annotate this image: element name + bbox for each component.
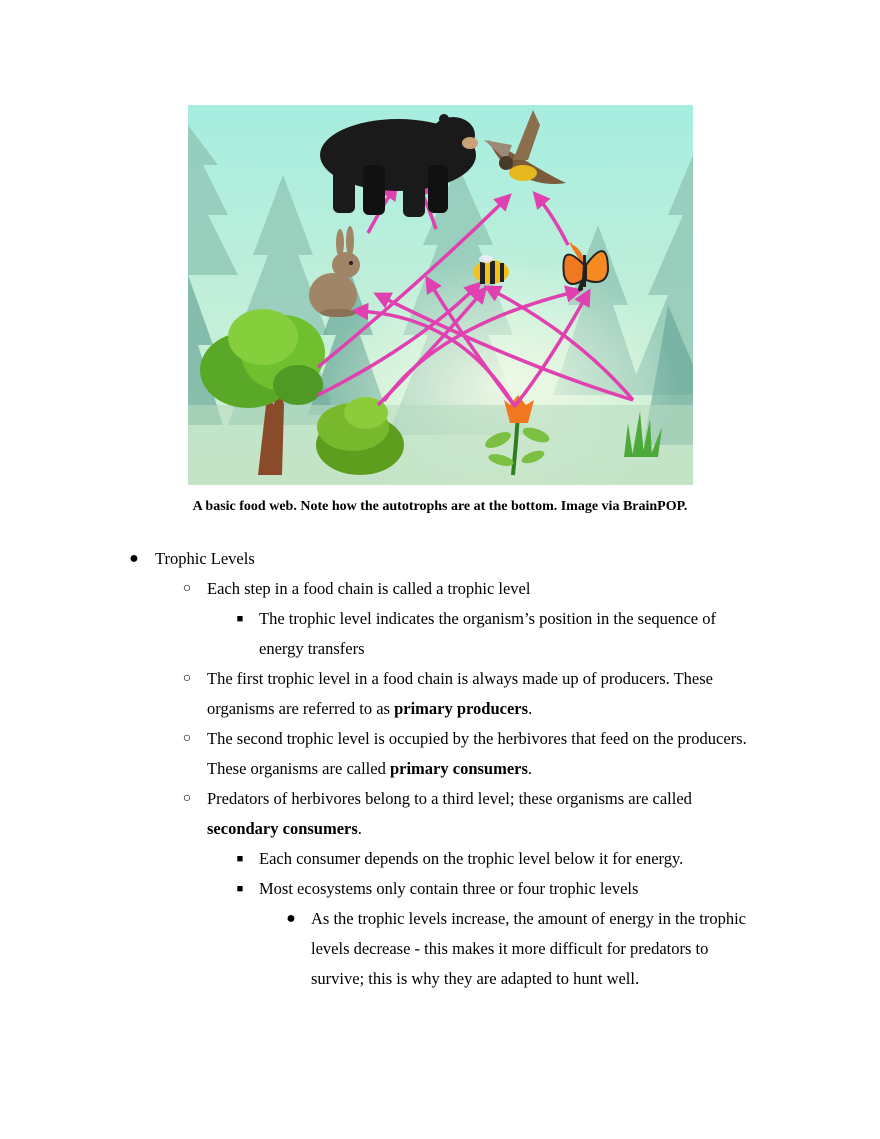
- bullet-disc-icon: ●: [129, 550, 139, 567]
- bullet-circle-icon: ○: [182, 671, 192, 686]
- text-run: .: [528, 699, 533, 718]
- outline-item-2-line-1: The first trophic level in a food chain is always made up of producers. These: [207, 669, 713, 688]
- text-run: organisms are referred to as: [207, 699, 395, 718]
- text-run: .: [527, 759, 533, 778]
- text-run: .: [357, 819, 362, 838]
- bullet-circle-icon: ○: [182, 731, 192, 746]
- outline-item-4-subsub-line-1: As the trophic levels increase, the amount of energy in the trophic: [311, 909, 746, 928]
- bullet-square-icon: ■: [236, 853, 244, 865]
- bullet-disc-icon: ●: [286, 910, 296, 927]
- bullet-square-icon: ■: [236, 613, 244, 625]
- outline-item-4-line-2: [207, 819, 362, 839]
- bold-term: primary producers: [394, 699, 529, 718]
- bullet-square-icon: ■: [236, 883, 244, 895]
- bullet-circle-icon: ○: [182, 581, 192, 596]
- bold-term: secondary consumers: [207, 819, 358, 838]
- outline-item-4-line-1: Predators of herbivores belong to a third level; these organisms are called: [207, 789, 692, 808]
- outline-item-4-sub-2: Most ecosystems only contain three or four trophic levels: [259, 879, 639, 898]
- outline-item-4-subsub-line-3: survive; this is why they are adapted to hunt well.: [311, 969, 640, 988]
- outline-item-1: Each step in a food chain is called a trophic level: [207, 579, 531, 598]
- outline-item-4-subsub-line-2: levels decrease - this makes it more difficult for predators to: [311, 939, 709, 958]
- figure-caption: A basic food web. Note how the autotrophs are at the bottom. Image via BrainPOP.: [192, 499, 688, 514]
- outline-item-4-sub-1: Each consumer depends on the trophic level below it for energy.: [259, 849, 684, 868]
- bullet-circle-icon: ○: [182, 791, 192, 806]
- outline-item-2-line-2: [207, 699, 532, 719]
- outline-item-1-sub-line-2: energy transfers: [259, 639, 365, 658]
- outline-heading: Trophic Levels: [155, 549, 255, 568]
- bold-term: primary consumers: [389, 759, 528, 778]
- food-web-image: [188, 105, 693, 485]
- outline-item-3-line-2: [207, 759, 532, 779]
- outline-item-1-sub-line-1: The trophic level indicates the organism’s position in the sequence of: [259, 609, 716, 628]
- text-run: These organisms are called: [207, 759, 390, 778]
- outline-item-3-line-1: The second trophic level is occupied by the herbivores that feed on the producers.: [207, 729, 747, 748]
